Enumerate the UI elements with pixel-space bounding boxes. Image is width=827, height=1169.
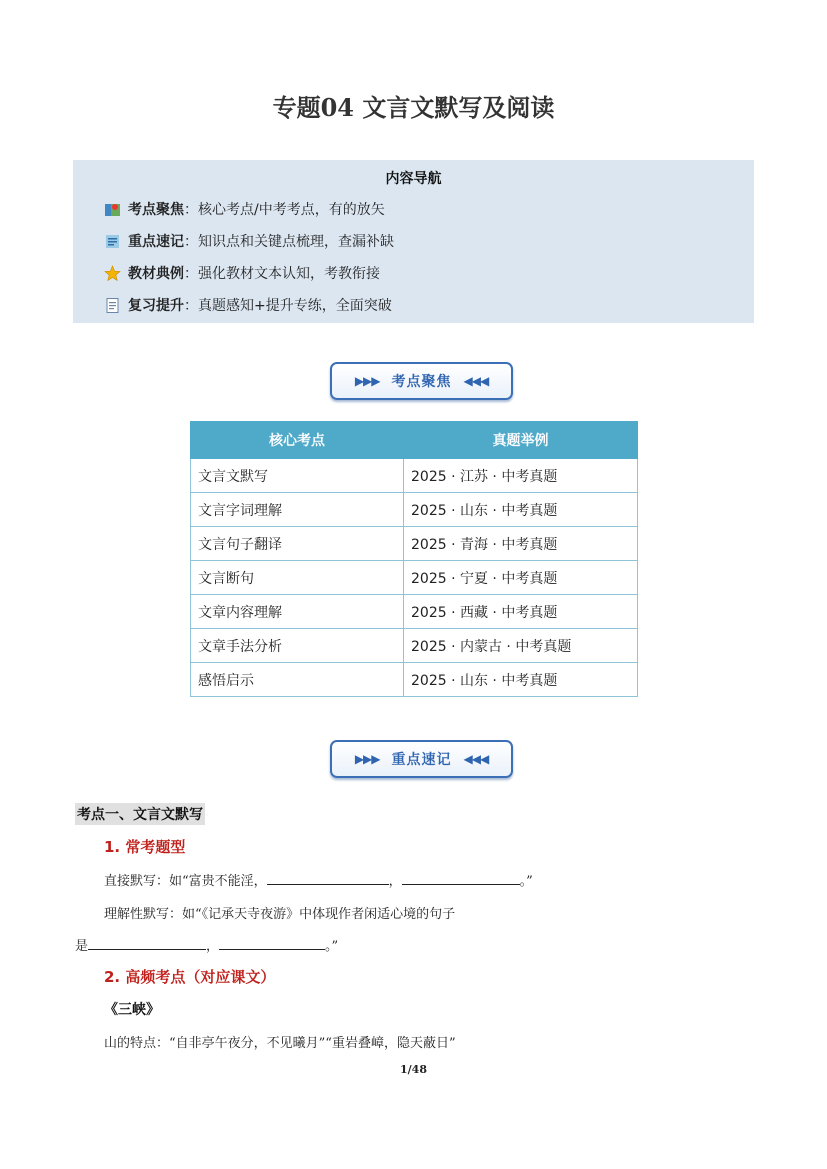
column-header-exam-example: 真题举例 (404, 422, 638, 459)
triple-arrow-left-icon: ◀◀◀ (463, 752, 489, 766)
table-row (191, 595, 638, 629)
kp1-heading: 考点一、文言文默写 (75, 803, 205, 825)
subheading-question-types: 1. 常考题型 (104, 838, 186, 856)
nav-item-desc: ：强化教材文本认知，考教衔接 (184, 266, 380, 282)
table-cell: 2025 · 山东 · 中考真题 (404, 493, 638, 527)
table-row (191, 663, 638, 697)
table-cell: 文言文默写 (191, 459, 404, 493)
exam-points-table (190, 421, 638, 697)
mountain-features-line: 山的特点：“自非亭午夜分，不见曦月”“重岩叠嶂，隐天蔽日” (104, 1036, 456, 1051)
table-cell: 文章手法分析 (191, 629, 404, 663)
table-row (191, 459, 638, 493)
nav-item-review (104, 294, 392, 316)
section-banner-memo (330, 740, 513, 778)
nav-item-label: 教材典例 (128, 266, 184, 282)
understanding-dictation-line: 理解性默写：如“《记承天寺夜游》中体现作者闲适心境的句子 (104, 907, 456, 922)
content-navigation-box (73, 160, 754, 323)
text-title-sanxia: 《三峡》 (104, 1002, 160, 1018)
line-text: 直接默写：如“富贵不能淫， (104, 874, 267, 889)
table-cell: 文言断句 (191, 561, 404, 595)
table-cell: 2025 · 宁夏 · 中考真题 (404, 561, 638, 595)
table-cell: 文章内容理解 (191, 595, 404, 629)
line-text: 。” (519, 874, 533, 889)
line-text: ， (388, 874, 402, 889)
table-cell: 文言句子翻译 (191, 527, 404, 561)
nav-item-desc: ：真题感知+提升专练，全面突破 (184, 298, 392, 314)
nav-item-desc: ：核心考点/中考考点，有的放矢 (184, 202, 385, 218)
table-row (191, 527, 638, 561)
fill-blank (267, 872, 389, 885)
nav-item-label: 考点聚焦 (128, 202, 184, 218)
fill-blank (88, 937, 206, 950)
fill-blank (219, 937, 325, 950)
table-cell: 2025 · 青海 · 中考真题 (404, 527, 638, 561)
nav-item-label: 复习提升 (128, 298, 184, 314)
line-text: ， (206, 939, 220, 954)
nav-item-examples (104, 262, 380, 284)
nav-item-desc: ：知识点和关键点梳理，查漏补缺 (184, 234, 394, 250)
nav-item-memo (104, 230, 394, 252)
page-number: 1/48 (400, 1063, 427, 1076)
table-cell: 2025 · 江苏 · 中考真题 (404, 459, 638, 493)
section-banner-label: 考点聚焦 (391, 374, 452, 390)
triple-arrow-right-icon: ▶▶▶ (354, 374, 380, 388)
table-cell: 2025 · 内蒙古 · 中考真题 (404, 629, 638, 663)
direct-dictation-line (104, 870, 533, 889)
fill-blank (402, 872, 520, 885)
table-header-row (191, 422, 638, 459)
table-cell: 2025 · 西藏 · 中考真题 (404, 595, 638, 629)
column-header-core-point: 核心考点 (191, 422, 404, 459)
table-row (191, 493, 638, 527)
triple-arrow-left-icon: ◀◀◀ (463, 374, 489, 388)
nav-item-focus (104, 198, 385, 220)
table-cell: 2025 · 山东 · 中考真题 (404, 663, 638, 697)
section-banner-label: 重点速记 (391, 752, 452, 768)
subheading-high-frequency: 2. 高频考点（对应课文） (104, 968, 276, 986)
star-icon (104, 265, 121, 282)
table-row (191, 561, 638, 595)
table-cell: 文言字词理解 (191, 493, 404, 527)
page-title: 专题04 文言文默写及阅读 (272, 93, 555, 122)
table-cell: 感悟启示 (191, 663, 404, 697)
map-icon (104, 201, 121, 218)
understanding-dictation-continued (75, 935, 338, 954)
nav-item-label: 重点速记 (128, 234, 184, 250)
document-icon (104, 297, 121, 314)
line-text: 。” (325, 939, 339, 954)
line-text: 是 (75, 939, 89, 954)
section-banner-focus (330, 362, 513, 400)
table-row (191, 629, 638, 663)
notes-icon (104, 233, 121, 250)
nav-heading: 内容导航 (385, 171, 442, 187)
triple-arrow-right-icon: ▶▶▶ (354, 752, 380, 766)
